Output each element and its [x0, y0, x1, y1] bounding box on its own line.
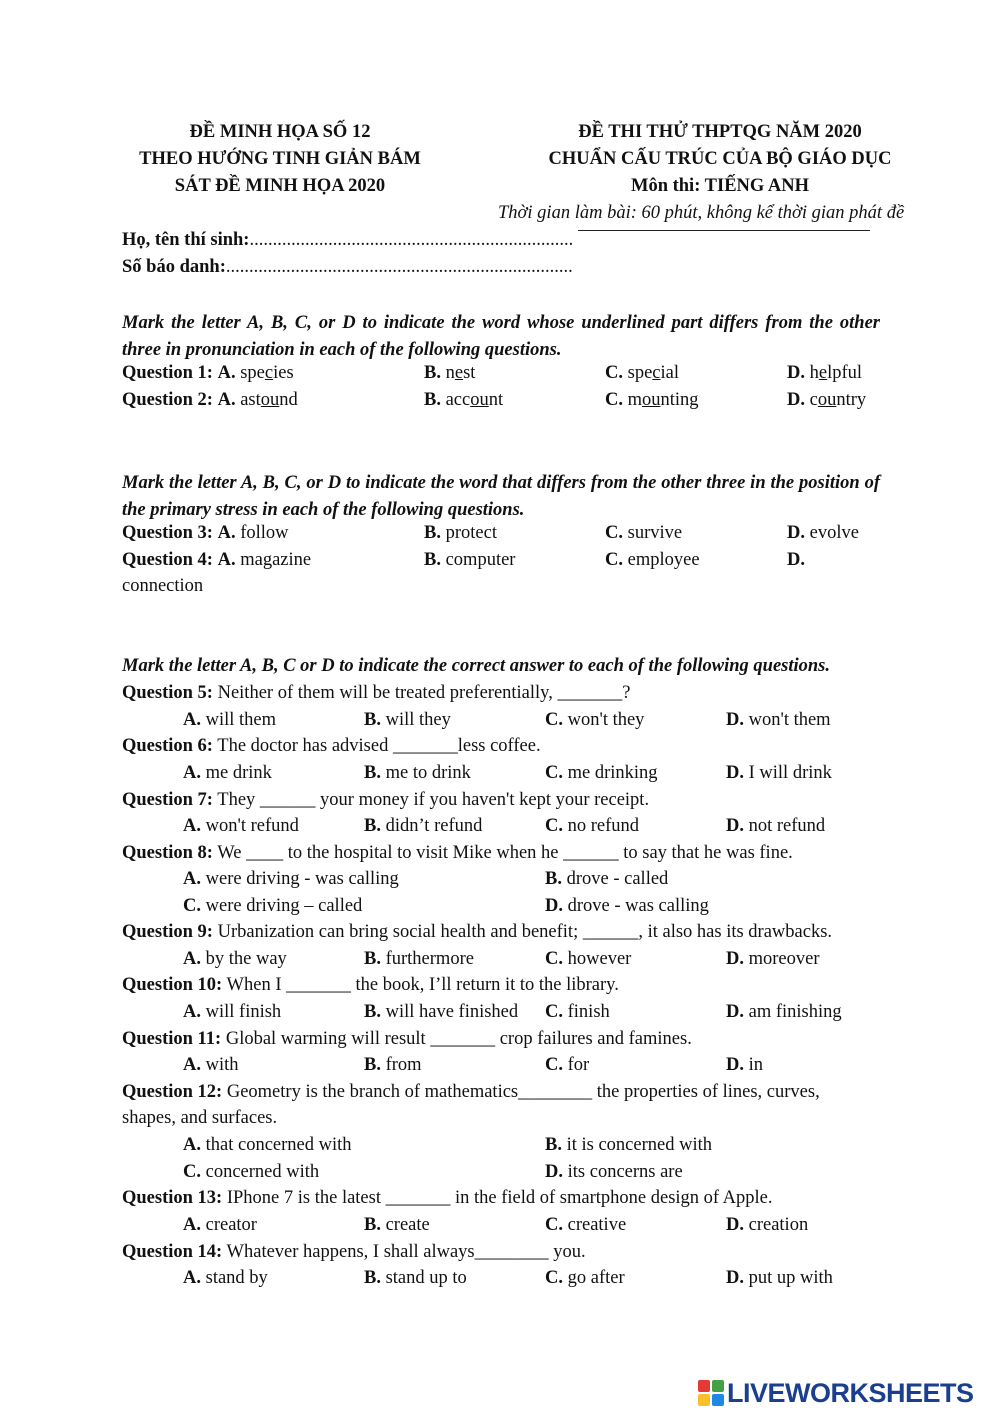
q1-option-b[interactable]: B. nest: [424, 363, 476, 383]
q3-option-b[interactable]: B. protect: [424, 523, 497, 543]
q13-option-d[interactable]: D. creation: [726, 1215, 809, 1235]
question-text: Whatever happens, I shall always________ you.: [226, 1242, 586, 1262]
q14-option-a[interactable]: A. stand by: [183, 1268, 268, 1288]
q12-option-d[interactable]: D. its concerns are: [545, 1162, 683, 1182]
q14-stem: [122, 1242, 586, 1263]
question-label: Question 12:: [122, 1082, 223, 1102]
question-text: Urbanization can bring social health and benefit; ______, it also has its drawbacks.: [217, 922, 833, 942]
section-3-instruction: Mark the letter A, B, C or D to indicate the correct answer to each of the following questions.: [122, 656, 830, 676]
question-label: Question 5:: [122, 683, 213, 703]
q14-option-b[interactable]: B. stand up to: [364, 1268, 467, 1288]
question-label: Question 4:: [122, 550, 213, 570]
q12-option-b[interactable]: B. it is concerned with: [545, 1135, 712, 1155]
q10-option-d[interactable]: D. am finishing: [726, 1002, 842, 1022]
q12-stem-continued: shapes, and surfaces.: [122, 1108, 278, 1128]
q14-option-d[interactable]: D. put up with: [726, 1268, 833, 1288]
q11-option-a[interactable]: A. with: [183, 1055, 239, 1075]
q8-option-b[interactable]: B. drove - called: [545, 869, 669, 889]
q1-option-a[interactable]: species: [240, 363, 294, 383]
q9-option-a[interactable]: A. by the way: [183, 949, 287, 969]
question-label: Question 6:: [122, 736, 213, 756]
q6-option-a[interactable]: A. me drink: [183, 763, 272, 783]
header-right-line-2: CHUẨN CẤU TRÚC CỦA BỘ GIÁO DỤC: [548, 149, 892, 169]
student-id-field[interactable]: ...........................................................................: [225, 257, 573, 277]
q7-stem: [122, 790, 649, 811]
liveworksheets-logo: [698, 1378, 974, 1408]
question-text: Global warming will result _______ crop failures and famines.: [225, 1029, 692, 1049]
q3-option-a[interactable]: A. follow: [217, 523, 289, 543]
student-id-label: Số báo danh:: [122, 257, 226, 277]
header-divider: [578, 230, 870, 231]
logo-square-green: [712, 1380, 724, 1392]
q12-option-a[interactable]: A. that concerned with: [183, 1135, 352, 1155]
question-label: Question 13:: [122, 1188, 223, 1208]
liveworksheets-logo-text: LIVEWORKSHEETS: [727, 1377, 974, 1408]
q6-option-b[interactable]: B. me to drink: [364, 763, 471, 783]
q6-stem: [122, 736, 541, 757]
logo-square-red: [698, 1380, 710, 1392]
question-label: Question 2:: [122, 390, 213, 410]
q1-option-d[interactable]: D. helpful: [787, 363, 863, 383]
logo-square-blue: [712, 1394, 724, 1406]
question-text: Geometry is the branch of mathematics________ the properties of lines, curves,: [226, 1082, 820, 1102]
q3-option-d[interactable]: D. evolve: [787, 523, 859, 543]
header-left-line-2: THEO HƯỚNG TINH GIẢN BÁM: [139, 149, 421, 169]
q10-option-a[interactable]: A. will finish: [183, 1002, 282, 1022]
q5-option-b[interactable]: B. will they: [364, 710, 451, 730]
q2-option-c[interactable]: C. mounting: [605, 390, 699, 410]
header-right-line-3: Môn thi: TIẾNG ANH: [630, 176, 809, 196]
q9-stem: [122, 922, 832, 943]
q7-option-c[interactable]: C. no refund: [545, 816, 640, 836]
q9-option-c[interactable]: C. however: [545, 949, 632, 969]
q8-option-c[interactable]: C. were driving – called: [183, 896, 363, 916]
student-name-row: [122, 230, 573, 251]
student-name-field[interactable]: ......................................................................: [249, 230, 574, 250]
section-2-instruction: Mark the letter A, B, C, or D to indicate the word that differs from the other three in the position of the primary stress in each of the following questions.: [122, 473, 880, 520]
q10-option-b[interactable]: B. will have finished: [364, 1002, 519, 1022]
section-1-instruction: Mark the letter A, B, C, or D to indicate the word whose underlined part differs from the other three in pronunciation in each of the following questions.: [122, 313, 880, 360]
q4-option-d-letter[interactable]: D.: [787, 550, 805, 570]
q2-option-d[interactable]: D. country: [787, 390, 867, 410]
time-note: Thời gian làm bài: 60 phút, không kể thời gian phát đề: [498, 203, 905, 223]
question-label: Question 8:: [122, 843, 213, 863]
q4-option-a[interactable]: A. magazine: [217, 550, 312, 570]
question-text: Neither of them will be treated preferentially, _______?: [217, 683, 631, 703]
option-letter: A.: [217, 390, 236, 410]
q11-option-b[interactable]: B. from: [364, 1055, 422, 1075]
q13-option-b[interactable]: B. create: [364, 1215, 430, 1235]
q5-stem: [122, 683, 630, 704]
question-label: Question 11:: [122, 1029, 222, 1049]
option-letter: A.: [217, 363, 236, 383]
q6-option-d[interactable]: D. I will drink: [726, 763, 832, 783]
header-left-line-3: SÁT ĐỀ MINH HỌA 2020: [174, 176, 386, 196]
q3-option-c[interactable]: C. survive: [605, 523, 683, 543]
question-label: Question 3:: [122, 523, 213, 543]
student-id-row: [122, 257, 573, 278]
q6-option-c[interactable]: C. me drinking: [545, 763, 658, 783]
question-label: Question 10:: [122, 975, 223, 995]
q5-option-c[interactable]: C. won't they: [545, 710, 645, 730]
q4-option-c[interactable]: C. employee: [605, 550, 700, 570]
question-text: We ____ to the hospital to visit Mike when he ______ to say that he was fine.: [217, 843, 793, 863]
q4-row: [122, 550, 311, 571]
q9-option-d[interactable]: D. moreover: [726, 949, 820, 969]
q12-option-c[interactable]: C. concerned with: [183, 1162, 320, 1182]
q11-option-c[interactable]: C. for: [545, 1055, 590, 1075]
q9-option-b[interactable]: B. furthermore: [364, 949, 474, 969]
question-text: They ______ your money if you haven't kept your receipt.: [217, 790, 650, 810]
student-name-label: Họ, tên thí sinh:: [122, 230, 250, 250]
q13-option-a[interactable]: A. creator: [183, 1215, 257, 1235]
question-label: Question 1:: [122, 363, 213, 383]
q1-option-c[interactable]: C. special: [605, 363, 680, 383]
q4-option-d-text[interactable]: connection: [122, 576, 204, 596]
q12-stem: [122, 1082, 820, 1103]
q11-option-d[interactable]: D. in: [726, 1055, 764, 1075]
q7-option-a[interactable]: A. won't refund: [183, 816, 299, 836]
header-left-line-1: ĐỀ MINH HỌA SỐ 12: [189, 122, 371, 142]
q7-option-d[interactable]: D. not refund: [726, 816, 826, 836]
question-text: When I _______ the book, I’ll return it to the library.: [226, 975, 619, 995]
q8-option-d[interactable]: D. drove - was calling: [545, 896, 709, 916]
q2-option-a[interactable]: astound: [240, 390, 298, 410]
q13-stem: [122, 1188, 773, 1209]
q7-option-b[interactable]: B. didn’t refund: [364, 816, 483, 836]
q8-stem: [122, 843, 793, 864]
q2-label-row: [122, 390, 298, 411]
header-right-line-1: ĐỀ THI THỬ THPTQG NĂM 2020: [578, 122, 862, 142]
logo-square-yellow: [698, 1394, 710, 1406]
q13-option-c[interactable]: C. creative: [545, 1215, 627, 1235]
q14-option-c[interactable]: C. go after: [545, 1268, 625, 1288]
question-label: Question 7:: [122, 790, 213, 810]
question-text: IPhone 7 is the latest _______ in the field of smartphone design of Apple.: [226, 1188, 773, 1208]
q5-option-d[interactable]: D. won't them: [726, 710, 831, 730]
q4-option-b[interactable]: B. computer: [424, 550, 516, 570]
q1-label-row: [122, 363, 294, 384]
question-label: Question 9:: [122, 922, 213, 942]
q11-stem: [122, 1029, 692, 1050]
q5-option-a[interactable]: A. will them: [183, 710, 277, 730]
q8-option-a[interactable]: A. were driving - was calling: [183, 869, 399, 889]
q10-option-c[interactable]: C. finish: [545, 1002, 610, 1022]
q10-stem: [122, 975, 619, 996]
q3-row: [122, 523, 289, 544]
liveworksheets-logo-icon: [698, 1380, 724, 1406]
question-text: The doctor has advised _______less coffee.: [217, 736, 541, 756]
q2-option-b[interactable]: B. account: [424, 390, 504, 410]
question-label: Question 14:: [122, 1242, 223, 1262]
